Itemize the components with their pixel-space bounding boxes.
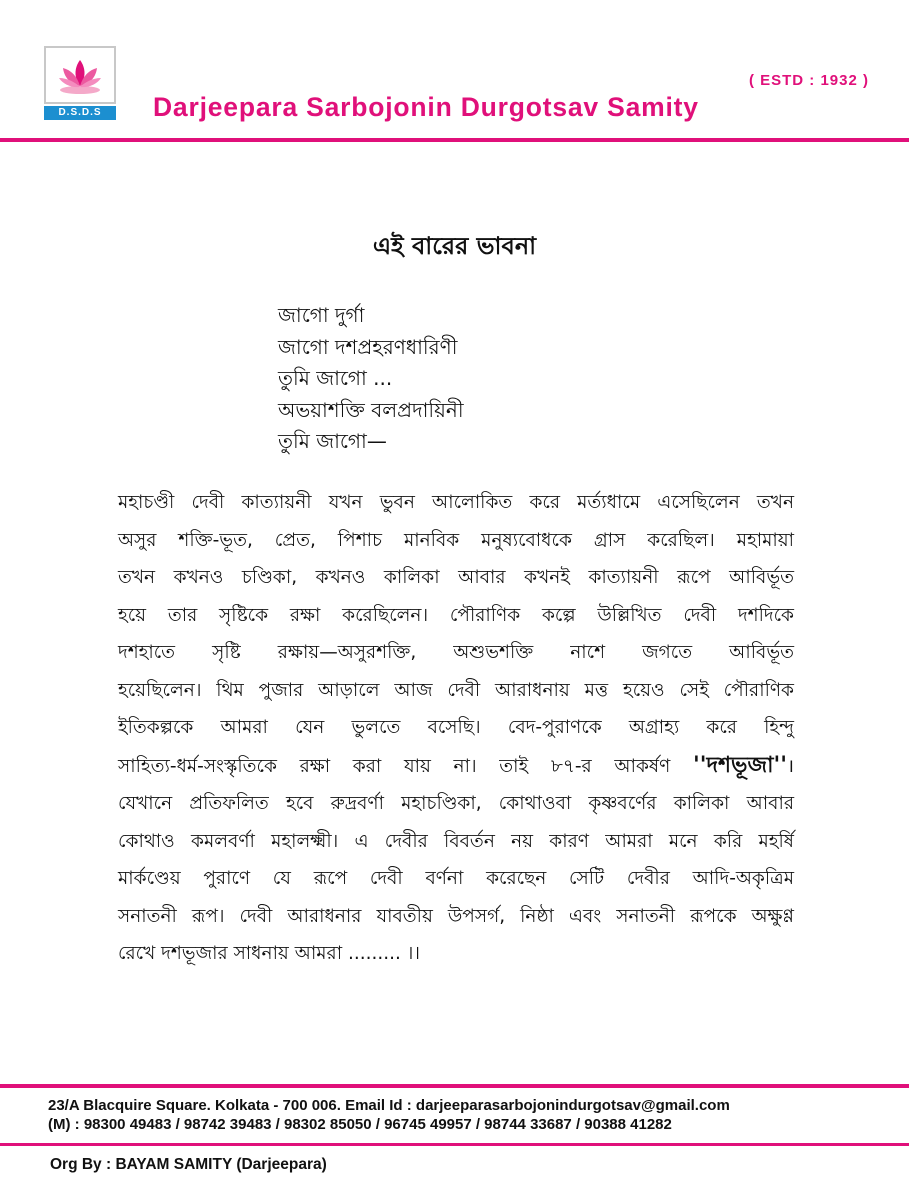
footer-divider	[0, 1143, 909, 1146]
paragraph-line: রেখে দশভূজার সাধনায় আমরা ......... ।।	[118, 943, 421, 964]
phone-line: (M) : 98300 49483 / 98742 39483 / 98302 85050 / 96745 49957 / 98744 33687 / 90388 41282	[48, 1116, 672, 1133]
footer-divider	[0, 1084, 909, 1088]
lotus-icon	[44, 46, 116, 104]
poem	[278, 300, 464, 458]
paragraph-line: মার্কণ্ডেয় পুরাণে যে রূপে দেবী বর্ণনা করেছেন সেটি দেবীর আদি-অকৃত্রিম	[118, 868, 794, 889]
logo-tag: D.S.D.S	[44, 106, 116, 120]
paragraph-line: সনাতনী রূপ। দেবী আরাধনার যাবতীয় উপসর্গ, নিষ্ঠা এবং সনাতনী রূপকে অক্ষুণ্ণ	[118, 905, 794, 927]
organization-name: Darjeepara Sarbojonin Durgotsav Samity	[153, 92, 699, 122]
paragraph-line: হয়ে তার সৃষ্টিকে রক্ষা করেছিলেন। পৌরাণিক কল্পে উল্লিখিত দেবী দশদিকে	[118, 604, 794, 626]
poem-line: অভয়াশক্তি বলপ্রদায়িনী	[278, 397, 464, 422]
poem-line: জাগো দুর্গা	[278, 303, 365, 327]
established-year: ( ESTD : 1932 )	[748, 72, 869, 89]
paragraph-line: দশহাতে সৃষ্টি রক্ষায়—অসুরশক্তি, অশুভশক্তি নাশে জগতে আবির্ভূত	[118, 642, 794, 663]
paragraph-text: সাহিত্য-ধর্ম-সংস্কৃতিকে রক্ষা করা যায় না। তাই ৮৭-র আকর্ষণ	[118, 755, 671, 777]
paragraph-line	[118, 747, 794, 786]
address-line: 23/A Blacquire Square. Kolkata - 700 006. Email Id : darjeeparasarbojonindurgotsav@gmail.com	[48, 1097, 730, 1114]
organized-by: Org By : BAYAM SAMITY (Darjeepara)	[50, 1156, 327, 1173]
poem-line: জাগো দশপ্রহরণধারিণী	[278, 334, 458, 359]
paragraph-line: ইতিকল্পকে আমরা যেন ভুলতে বসেছি। বেদ-পুরাণকে অগ্রাহ্য করে হিন্দু	[118, 717, 794, 738]
poem-line: তুমি জাগো—	[278, 429, 387, 453]
body-paragraph	[118, 484, 794, 973]
paragraph-line: মহাচণ্ডী দেবী কাত্যায়নী যখন ভুবন আলোকিত করে মর্ত্যধামে এসেছিলেন তখন	[118, 492, 794, 513]
paragraph-line: অসুর শক্তি-ভূত, প্রেত, পিশাচ মানবিক মনুষ্যবোধকে গ্রাস করেছিল। মহামায়া	[118, 529, 794, 551]
paragraph-line: তখন কখনও চণ্ডিকা, কখনও কালিকা আবার কখনই কাত্যায়নী রূপে আবির্ভূত	[118, 567, 794, 588]
paragraph-line: হয়েছিলেন। থিম পুজার আড়ালে আজ দেবী আরাধনায় মত্ত হয়েও সেই পৌরাণিক	[118, 679, 794, 701]
paragraph-line: কোথাও কমলবর্ণা মহালক্ষ্মী। এ দেবীর বিবর্তন নয় কারণ আমরা মনে করি মহর্ষি	[118, 830, 794, 852]
contact-info	[48, 1096, 730, 1134]
header-divider	[0, 138, 909, 142]
paragraph-line: যেখানে প্রতিফলিত হবে রুদ্রবর্ণা মহাচণ্ডিকা, কোথাওবা কৃষ্ণবর্ণের কালিকা আবার	[118, 793, 794, 814]
logo	[44, 46, 116, 120]
theme-name: ''দশভূজা''	[693, 752, 787, 778]
poem-line: তুমি জাগো ...	[278, 366, 393, 390]
page-title: এই বারের ভাবনা	[372, 232, 537, 260]
paragraph-text: ।	[786, 755, 794, 777]
